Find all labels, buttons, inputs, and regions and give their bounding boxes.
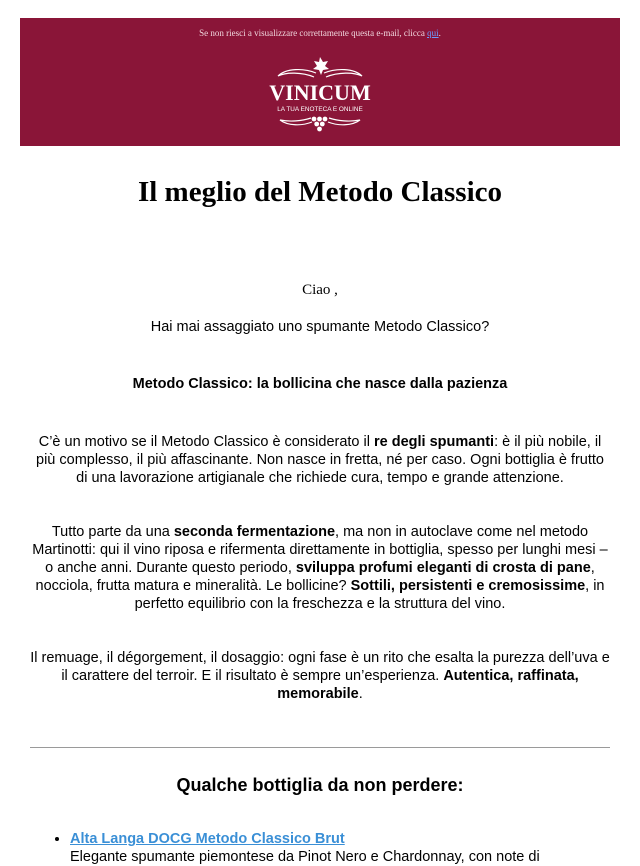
p2-text-g: , in perfetto equilibrio con la freschezza e la struttura del vino. xyxy=(134,578,605,612)
p2-text-a: Tutto parte da una xyxy=(51,524,174,540)
p2-bold-b: seconda fermentazione xyxy=(173,524,336,540)
p2-text-e: , nocciola, frutta matura e mineralità. Le bollicine? xyxy=(35,560,595,594)
logo-wordmark: VINICUM xyxy=(269,80,371,105)
grape-cluster-icon xyxy=(312,117,328,132)
vinicum-logo[interactable] xyxy=(264,56,376,140)
p1-text-a: C’è un motivo se il Metodo Classico è considerato il xyxy=(38,434,374,450)
paragraph-2 xyxy=(30,523,610,613)
p3-text-a: Il remuage, il dégorgement, il dosaggio: ogni fase è un rito che esalta la purezza dell’uva e il carattere del terroir. E il risultato è sempre un’esperienza. xyxy=(30,650,610,684)
preheader-link[interactable]: qui xyxy=(427,28,439,38)
preheader-text: Se non riesci a visualizzare correttamente questa e-mail, clicca xyxy=(199,28,425,38)
p3-text-c: . xyxy=(358,686,363,702)
paragraph-1 xyxy=(30,433,610,487)
intro-question: Hai mai assaggiato uno spumante Metodo Classico? xyxy=(150,319,490,335)
divider xyxy=(30,747,610,748)
greeting: Ciao , xyxy=(302,282,338,298)
p3-bold: Autentica, raffinata, memorabile xyxy=(277,668,579,702)
product-link[interactable]: Alta Langa DOCG Metodo Classico Brut xyxy=(70,831,345,847)
section-subhead: Metodo Classico: la bollicina che nasce dalla pazienza xyxy=(132,376,508,392)
p2-bold-f: Sottili, persistenti e cremosissime xyxy=(350,578,586,594)
paragraph-3 xyxy=(30,649,610,703)
preheader xyxy=(20,28,620,38)
products-heading: Qualche bottiglia da non perdere: xyxy=(176,775,464,795)
email-header xyxy=(20,18,620,146)
page-title: Il meglio del Metodo Classico xyxy=(137,176,503,208)
product-list xyxy=(30,830,620,866)
product-description: Elegante spumante piemontese da Pinot Nero e Chardonnay, con note di xyxy=(70,849,540,865)
p1-text-c: : è il più nobile, il più complesso, il più affascinante. Non nasce in fretta, né per caso. Ogni bottiglia è frutto di una lavorazione artigianale che richiede cura, tempo e grande attenzione. xyxy=(36,434,604,486)
p2-bold-d: sviluppa profumi eleganti di crosta di pane xyxy=(295,560,591,576)
p1-bold: re degli spumanti xyxy=(374,434,495,450)
logo-tagline: LA TUA ENOTECA E ONLINE xyxy=(277,106,363,113)
list-item xyxy=(70,830,620,866)
preheader-end: . xyxy=(438,28,441,38)
p2-text-c: , ma non in autoclave come nel metodo Martinotti: qui il vino riposa e rifermenta direttamente in bottiglia, spesso per lunghi mesi – o anche anni. Durante questo periodo, xyxy=(32,524,608,576)
